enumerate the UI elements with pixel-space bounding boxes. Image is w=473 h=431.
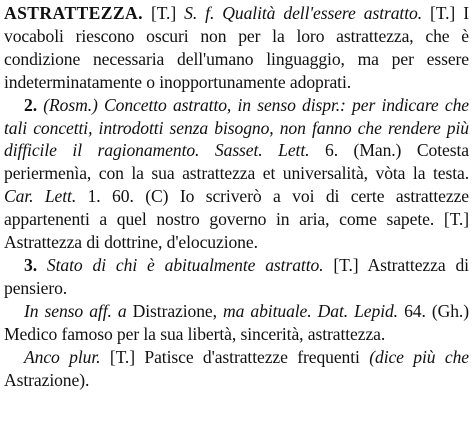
entry-subsense-1 xyxy=(4,300,469,346)
source: (Rosm.) xyxy=(43,94,98,115)
citation-ref: 1. 60. (C) xyxy=(87,186,169,207)
headword: ASTRATTEZZA. xyxy=(4,3,143,23)
sense-number: 3. xyxy=(24,254,37,275)
dictionary-entry xyxy=(4,2,469,391)
entry-subsense-2 xyxy=(4,346,469,392)
example-text: Io scriverò a voi di certe astrattezze appartenenti a quel nostro governo in aria, come sapete. xyxy=(4,186,469,230)
citation: Car. Lett. xyxy=(4,186,77,207)
usage-label: In senso aff. a xyxy=(24,300,127,321)
usage-label: Anco plur. xyxy=(24,346,101,367)
example-text: Medico famoso per la sua libertà, sincerità, astrattezza. xyxy=(4,323,386,344)
example-text: I vocaboli riescono oscuri non per la loro astrattezza, che è condizione necessaria dell'umano linguaggio, ma per essere indeterminatamente o inopportunamente adoprati. xyxy=(4,3,469,92)
example-text: Astrattezza di dottrine, d'elocuzione. xyxy=(4,232,258,253)
citation: Sasset. Lett. xyxy=(214,140,310,161)
sense-number: 2. xyxy=(24,94,37,115)
example-text: Distrazione, xyxy=(132,300,217,321)
entry-sense-1 xyxy=(4,2,469,94)
definition: Qualità dell'essere astratto. xyxy=(222,3,422,23)
note-word: Astrazione xyxy=(4,369,80,390)
example-text: Cotesta periermenìa, con la sua astrattezza et universalità, vòta la testa. xyxy=(4,140,469,184)
tag: [T.] xyxy=(109,346,135,367)
part-of-speech: S. f. xyxy=(184,3,215,23)
usage-label: ma abituale. xyxy=(223,300,312,321)
entry-sense-3 xyxy=(4,254,469,300)
tag: [T.] xyxy=(430,3,456,23)
note-close: ). xyxy=(79,369,90,390)
note-open: (dice più che xyxy=(369,346,469,367)
citation: Dat. Lepid. xyxy=(317,300,398,321)
tag: [T.] xyxy=(333,254,359,275)
citation-ref: 6. (Man.) xyxy=(325,140,402,161)
citation-ref: 64. (Gh.) xyxy=(404,300,469,321)
tag: [T.] xyxy=(150,3,177,23)
tag: [T.] xyxy=(443,209,469,230)
definition: Concetto astratto, in senso dispr.: per indicare che tali concetti, introdotti senza bisogno, non fanno che rendere più difficile il ragionamento. xyxy=(4,94,469,161)
example-text: Astrattezza di pensiero. xyxy=(4,254,469,298)
entry-sense-2 xyxy=(4,94,469,254)
definition: Stato di chi è abitualmente astratto. xyxy=(46,254,324,275)
example-text: Patisce d'astrattezze frequenti xyxy=(144,346,360,367)
